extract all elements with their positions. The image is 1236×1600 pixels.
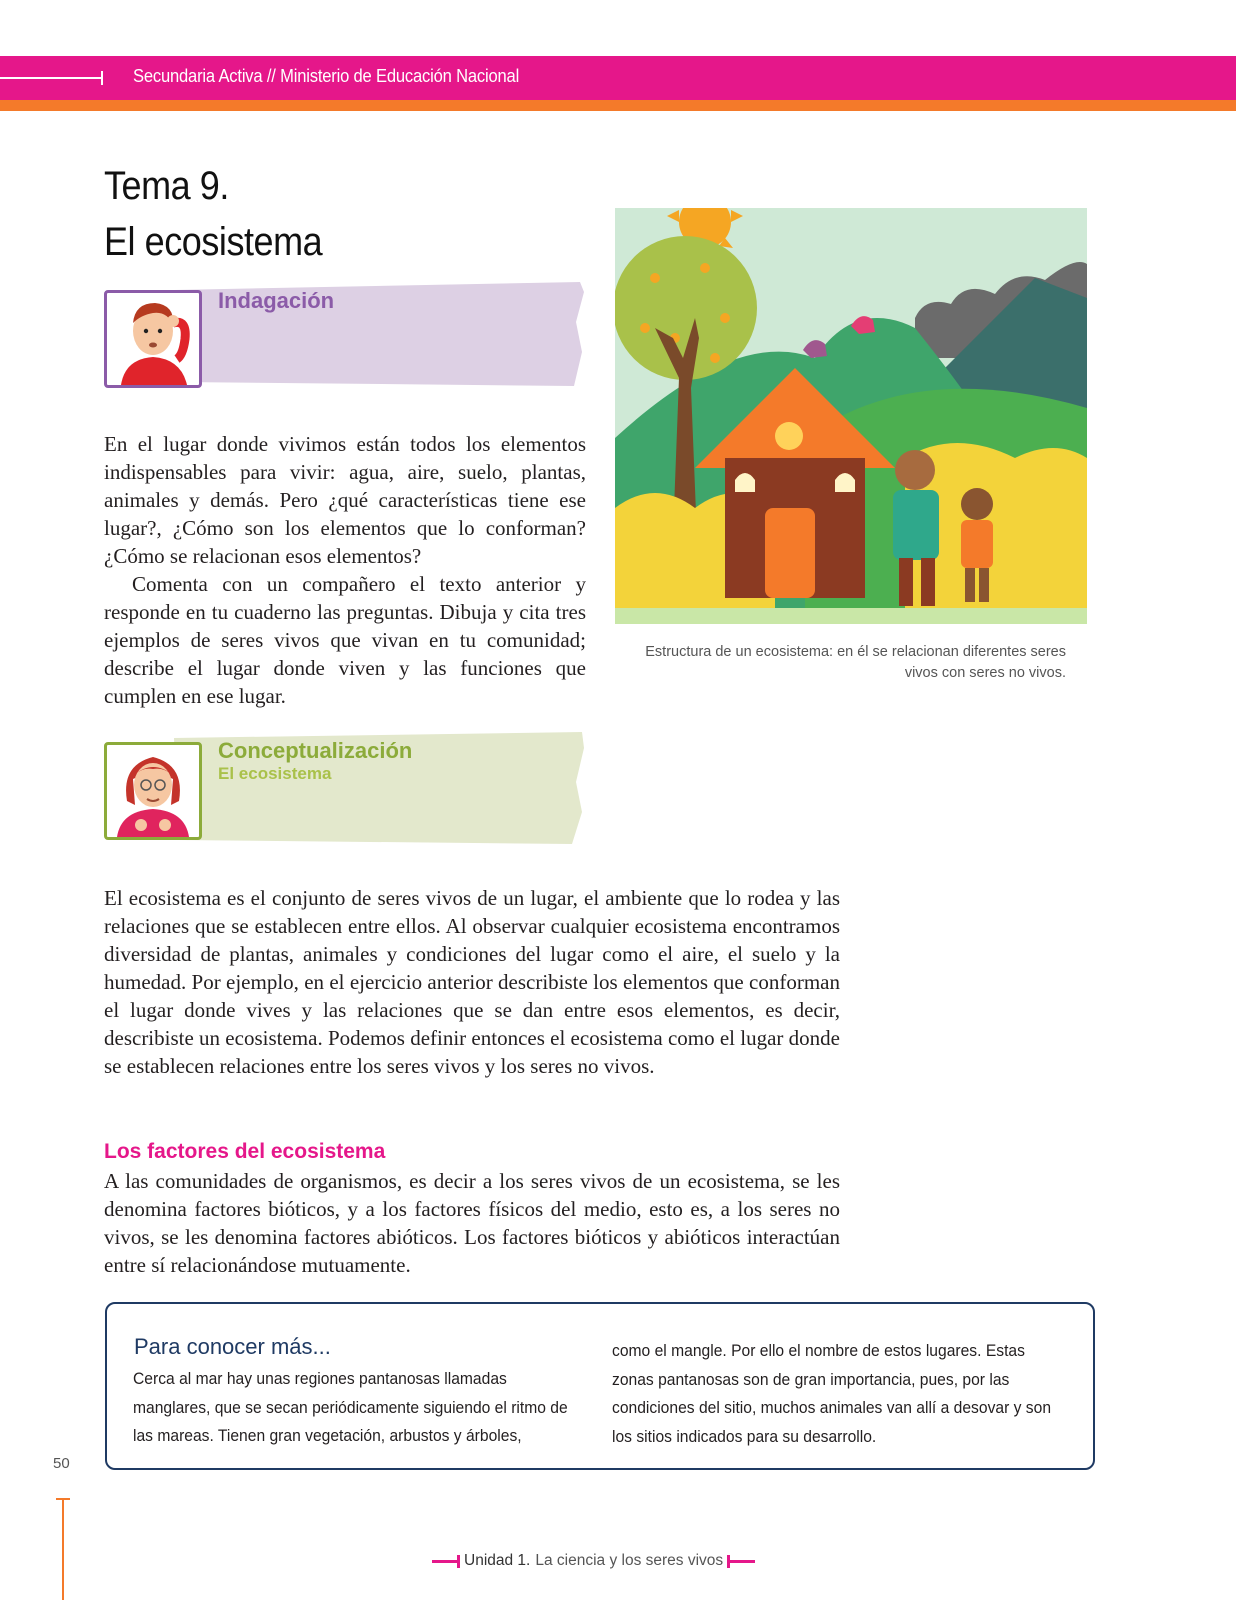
footer [432,1552,755,1570]
conceptualizacion-subheading: El ecosistema [218,764,332,783]
footer-unit: Unidad 1. [464,1552,531,1569]
factores-heading: Los factores del ecosistema [104,1140,386,1163]
margin-rule [62,1498,64,1600]
factores-text [104,1167,840,1279]
conceptualizacion-banner [104,732,588,848]
ecosystem-illustration [615,208,1087,624]
conceptualizacion-text [104,884,840,1080]
indagacion-avatar [104,290,202,388]
indagacion-paragraph-2: Comenta con un compañero el texto anterior y responde en tu cuaderno las preguntas. Dibuja y cita tres ejemplos de seres vivos que vivan en tu comunidad; describe el lugar donde viven y las funciones que cumplen en ese lugar. [104,572,586,708]
teacher-girl-icon [107,745,199,837]
infobox-column-2: como el mangle. Por ello el nombre de estos lugares. Estas zonas pantanosas son de gran importancia, pues, por las condiciones del sitio, muchos animales van allí a desovar y son los sitios indicados para su desarrollo. [612,1341,1052,1446]
infobox-title: Para conocer más... [134,1334,331,1359]
footer-rule-left [432,1560,460,1563]
thinking-boy-icon [107,293,199,385]
factores-paragraph: A las comunidades de organismos, es decir a los seres vivos de un ecosistema, se les denomina factores bióticos, y a los factores físicos del medio, esto es, a los seres no vivos, se les denomina factores abióticos. Los factores bióticos y abióticos interactúan entre sí relacionándose mutuamente. [104,1169,840,1277]
illustration-caption: Estructura de un ecosistema: en él se relacionan diferentes seres vivos con seres no vivos. [645,644,1066,681]
indagacion-banner [104,282,588,394]
indagacion-text [104,430,586,710]
header-rule-tick [101,71,103,85]
header-title: Secundaria Activa // Ministerio de Educación Nacional [133,66,520,86]
indagacion-heading: Indagación [218,288,335,313]
title-line-2: El ecosistema [104,220,323,264]
indagacion-paragraph-1: En el lugar donde vivimos están todos los elementos indispensables para vivir: agua, aire, suelo, plantas, animales y demás. Pero ¿qué características tiene ese lugar?, ¿Cómo son los elementos que lo conforman? ¿Cómo se relacionan esos elementos? [104,432,586,568]
footer-unit-title: La ciencia y los seres vivos [535,1552,724,1569]
header-accent-band [0,100,1236,111]
conceptualizacion-heading: Conceptualización [218,738,413,763]
footer-rule-right [727,1560,755,1563]
conceptualizacion-avatar [104,742,202,840]
infobox-column-1: Cerca al mar hay unas regiones pantanosas llamadas manglares, que se secan periódicamente siguiendo el ritmo de las mareas. Tienen gran vegetación, arbustos y árboles, [133,1369,568,1445]
header-rule [0,77,103,79]
conceptualizacion-paragraph: El ecosistema es el conjunto de seres vivos de un lugar, el ambiente que lo rodea y las relaciones que se establecen entre ellos. Al observar cualquier ecosistema encontramos diversidad de plantas, animales y condiciones del lugar como el aire, el suelo y la humedad. Por ejemplo, en el ejercicio anterior describiste los elementos que conforman el lugar donde vives y las relaciones que se dan entre esos elementos, es decir, describiste un ecosistema. Podemos definir entonces el ecosistema como el lugar donde se establecen relaciones entre los seres vivos y los seres no vivos. [104,886,840,1078]
title-line-1: Tema 9. [104,164,229,208]
page-number: 50 [53,1455,70,1472]
page-title [104,158,322,270]
